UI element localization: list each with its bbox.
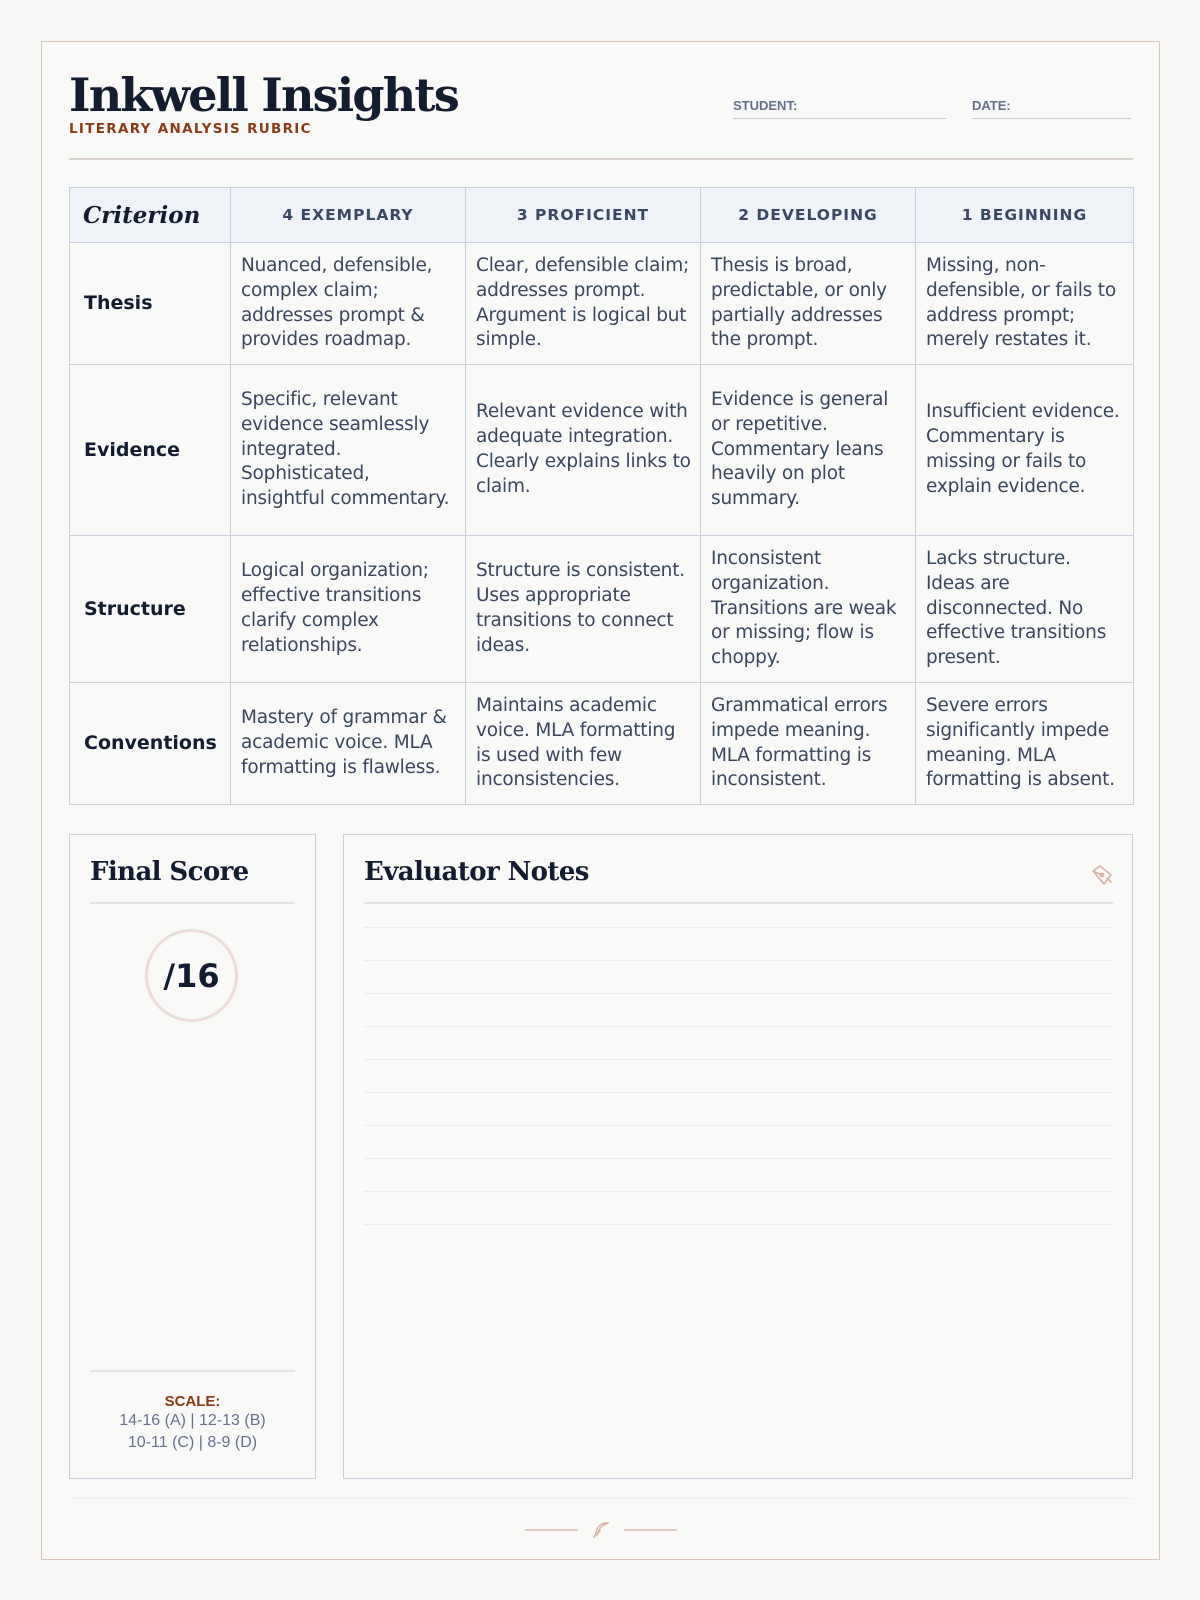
footer-dash-left [525,1529,578,1531]
exemplary-cell[interactable]: Logical organization; effective transitions clarify complex relationships. [231,536,466,683]
column-header-criterion: Criterion [70,188,231,243]
table-row [70,683,1134,805]
pen-nib-icon [1090,863,1114,887]
criterion-cell: Conventions [70,683,231,805]
beginning-cell[interactable]: Lacks structure. Ideas are disconnected. No effective transitions present. [916,536,1134,683]
final-score-title: Final Score [90,857,249,887]
note-line [364,960,1113,961]
evaluator-notes-title: Evaluator Notes [364,857,589,887]
rubric-sheet [41,41,1160,1560]
table-row [70,365,1134,536]
table-row [70,536,1134,683]
note-line [364,1026,1113,1027]
note-line [364,927,1113,928]
rubric-table [69,187,1134,805]
table-row [70,243,1134,365]
note-line [364,1125,1113,1126]
developing-cell[interactable]: Inconsistent organization. Transitions are weak or missing; flow is choppy. [701,536,916,683]
header-divider [69,158,1133,160]
proficient-cell[interactable]: Clear, defensible claim; addresses prompt. Argument is logical but simple. [466,243,701,365]
footer-dash-right [624,1529,677,1531]
column-header-beginning: 1 BEGINNING [916,188,1134,243]
note-line [364,1158,1113,1159]
evaluator-notes-panel[interactable] [343,834,1133,1479]
date-field[interactable] [972,97,1131,119]
criterion-cell: Structure [70,536,231,683]
note-line [364,993,1113,994]
page-subtitle: LITERARY ANALYSIS RUBRIC [69,121,312,137]
scale-divider [90,1370,295,1372]
score-total: /16 [163,956,220,995]
proficient-cell[interactable]: Maintains academic voice. MLA formatting is used with few inconsistencies. [466,683,701,805]
beginning-cell[interactable]: Insufficient evidence. Commentary is missing or fails to explain evidence. [916,365,1134,536]
table-header-row [70,188,1134,243]
developing-cell[interactable]: Evidence is general or repetitive. Commentary leans heavily on plot summary. [701,365,916,536]
date-label: DATE: [972,98,1011,113]
exemplary-cell[interactable]: Nuanced, defensible, complex claim; addresses prompt & provides roadmap. [231,243,466,365]
note-line [364,1224,1113,1225]
notes-title-divider [364,902,1113,904]
proficient-cell[interactable]: Relevant evidence with adequate integration. Clearly explains links to claim. [466,365,701,536]
column-header-exemplary: 4 EXEMPLARY [231,188,466,243]
developing-cell[interactable]: Grammatical errors impede meaning. MLA formatting is inconsistent. [701,683,916,805]
footer-divider [69,1498,1133,1499]
score-circle[interactable] [145,929,238,1022]
page-title: Inkwell Insights [69,68,458,122]
proficient-cell[interactable]: Structure is consistent. Uses appropriate transitions to connect ideas. [466,536,701,683]
exemplary-cell[interactable]: Specific, relevant evidence seamlessly integrated. Sophisticated, insightful commentary. [231,365,466,536]
beginning-cell[interactable]: Severe errors significantly impede meaning. MLA formatting is absent. [916,683,1134,805]
note-line [364,1191,1113,1192]
student-field[interactable] [733,97,946,119]
grading-scale [70,1393,315,1454]
criterion-cell: Thesis [70,243,231,365]
scale-line: 14-16 (A) | 12-13 (B) [119,1412,266,1429]
criterion-cell: Evidence [70,365,231,536]
scale-label: SCALE: [164,1393,221,1410]
column-header-proficient: 3 PROFICIENT [466,188,701,243]
note-line [364,1092,1113,1093]
final-score-panel [69,834,316,1479]
scale-line: 10-11 (C) | 8-9 (D) [127,1434,258,1451]
footer-ornament [42,1518,1159,1542]
quill-icon [590,1519,612,1541]
brand [69,64,458,137]
score-title-divider [90,902,295,904]
developing-cell[interactable]: Thesis is broad, predictable, or only partially addresses the prompt. [701,243,916,365]
column-header-developing: 2 DEVELOPING [701,188,916,243]
note-line [364,1059,1113,1060]
student-label: STUDENT: [733,98,798,113]
beginning-cell[interactable]: Missing, non-defensible, or fails to address prompt; merely restates it. [916,243,1134,365]
exemplary-cell[interactable]: Mastery of grammar & academic voice. MLA formatting is flawless. [231,683,466,805]
